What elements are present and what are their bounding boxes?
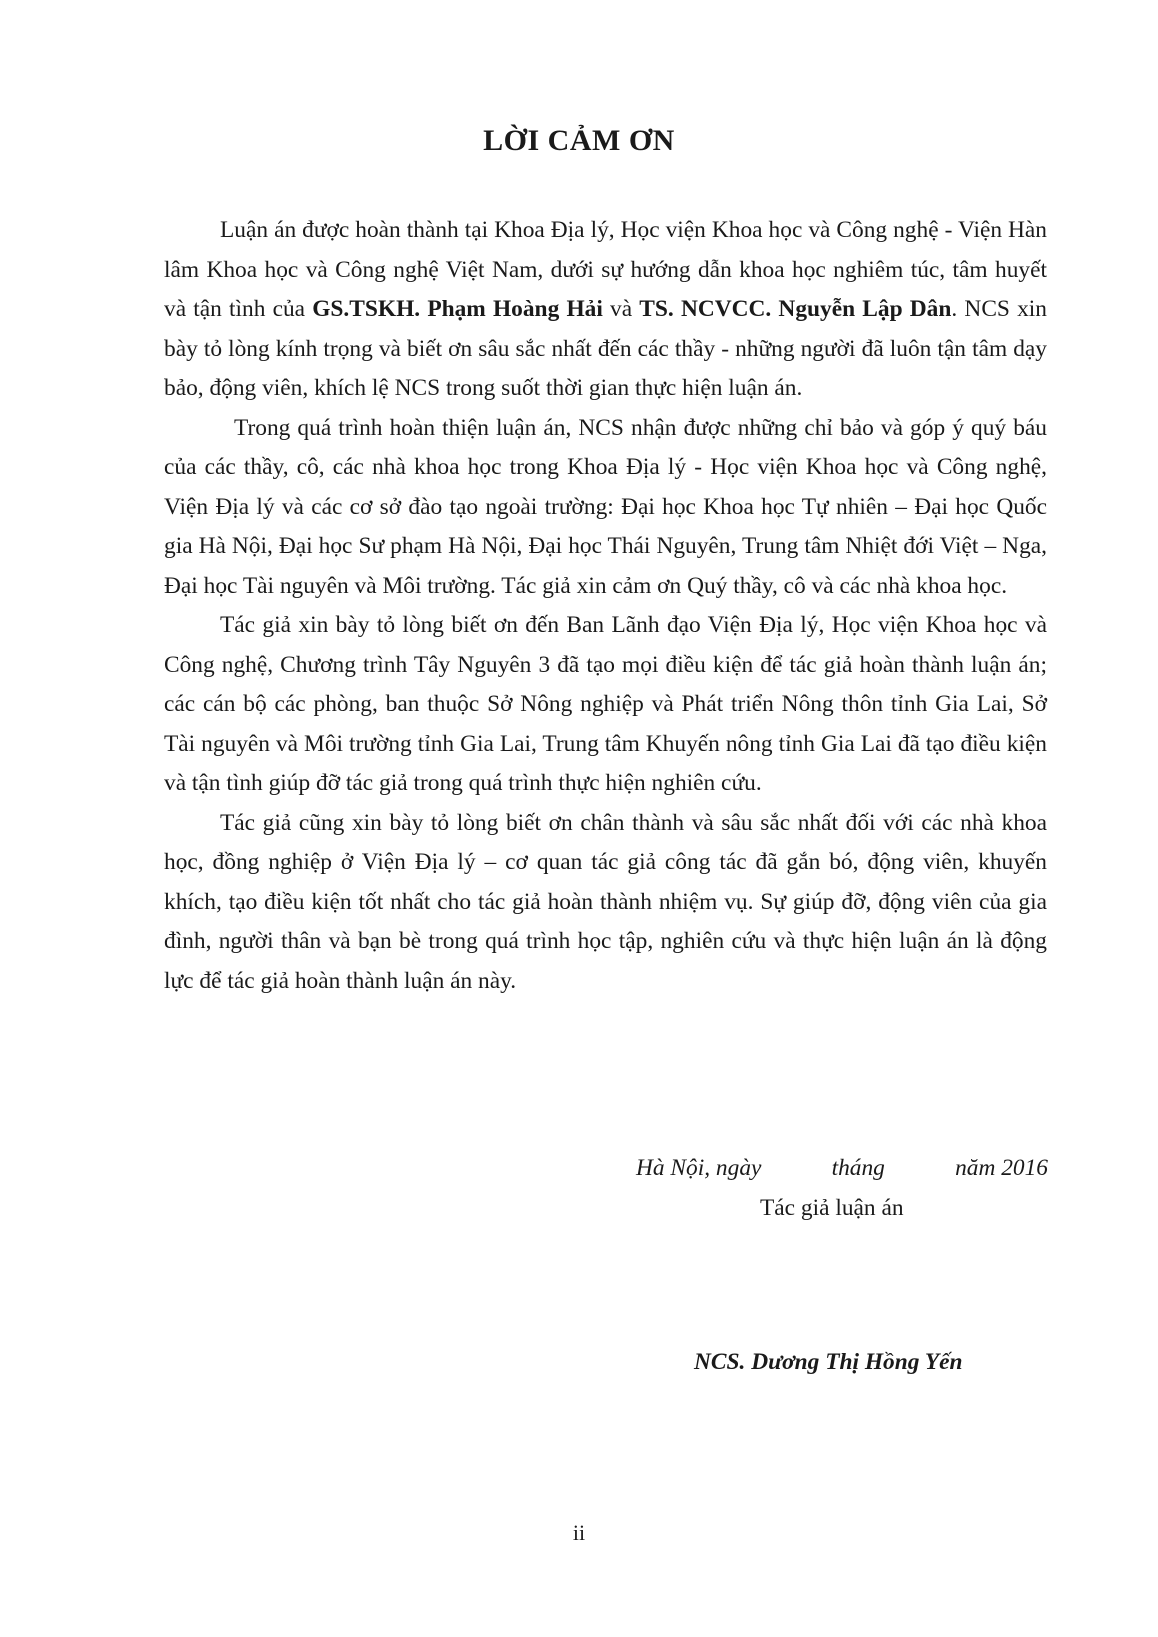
paragraph-1-tail: . NCS xin bày tỏ lòng kính trọng và biết ơn sâu sắc nhất đến các thầy - những người đã luôn tận tâm dạy bảo, động viên, khích lệ NCS trong suốt thời gian thực hiện luận án. bbox=[164, 296, 1047, 401]
dateline-month: tháng bbox=[831, 1155, 885, 1181]
dateline-place-day: Hà Nội, ngày bbox=[636, 1155, 762, 1181]
dateline bbox=[636, 1155, 1048, 1182]
acknowledgement-body bbox=[164, 211, 1047, 1001]
paragraph-4: Tác giả cũng xin bày tỏ lòng biết ơn chân thành và sâu sắc nhất đối với các nhà khoa học, đồng nghiệp ở Viện Địa lý – cơ quan tác giả công tác đã gắn bó, động viên, khuyến khích, tạo điều kiện tốt nhất cho tác giả hoàn thành nhiệm vụ. Sự giúp đỡ, động viên của gia đình, người thân và bạn bè trong quá trình học tập, nghiên cứu và thực hiện luận án là động lực để tác giả hoàn thành luận án này. bbox=[164, 809, 1047, 994]
page-number: ii bbox=[572, 1520, 586, 1545]
paragraph-2: Trong quá trình hoàn thiện luận án, NCS nhận được những chỉ bảo và góp ý quý báu của các thầy, cô, các nhà khoa học trong Khoa Địa lý - Học viện Khoa học và Công nghệ, Viện Địa lý và các cơ sở đào tạo ngoài trường: Đại học Khoa học Tự nhiên – Đại học Quốc gia Hà Nội, Đại học Sư phạm Hà Nội, Đại học Thái Nguyên, Trung tâm Nhiệt đới Việt – Nga, Đại học Tài nguyên và Môi trường. Tác giả xin cảm ơn Quý thầy, cô và các nhà khoa học. bbox=[164, 414, 1047, 599]
paragraph-3: Tác giả xin bày tỏ lòng biết ơn đến Ban Lãnh đạo Viện Địa lý, Học viện Khoa học và Công nghệ, Chương trình Tây Nguyên 3 đã tạo mọi điều kiện để tác giả hoàn thành luận án; các cán bộ các phòng, ban thuộc Sở Nông nghiệp và Phát triển Nông thôn tỉnh Gia Lai, Sở Tài nguyên và Môi trường tỉnh Gia Lai, Trung tâm Khuyến nông tỉnh Gia Lai đã tạo điều kiện và tận tình giúp đỡ tác giả trong quá trình thực hiện nghiên cứu. bbox=[164, 612, 1047, 796]
advisor-name-1: GS.TSKH. Phạm Hoàng Hải bbox=[312, 296, 603, 322]
advisor-name-2: TS. NCVCC. Nguyễn Lập Dân bbox=[639, 296, 952, 322]
dateline-year: năm 2016 bbox=[955, 1155, 1048, 1181]
page-title: LỜI CẢM ƠN bbox=[483, 124, 675, 157]
paragraph-1-lead: Luận án được hoàn thành tại Khoa Địa lý, Học viện Khoa học và Công nghệ - Viện Hàn lâm Khoa học và Công nghệ Việt Nam, dưới sự hướng dẫn khoa học nghiêm túc, tâm huyết và tận tình của bbox=[164, 217, 1047, 322]
author-caption: Tác giả luận án bbox=[760, 1195, 904, 1221]
paragraph-1-connector: và bbox=[602, 296, 640, 322]
author-name: NCS. Dương Thị Hồng Yến bbox=[694, 1349, 963, 1375]
paragraph-1 bbox=[164, 211, 1047, 409]
